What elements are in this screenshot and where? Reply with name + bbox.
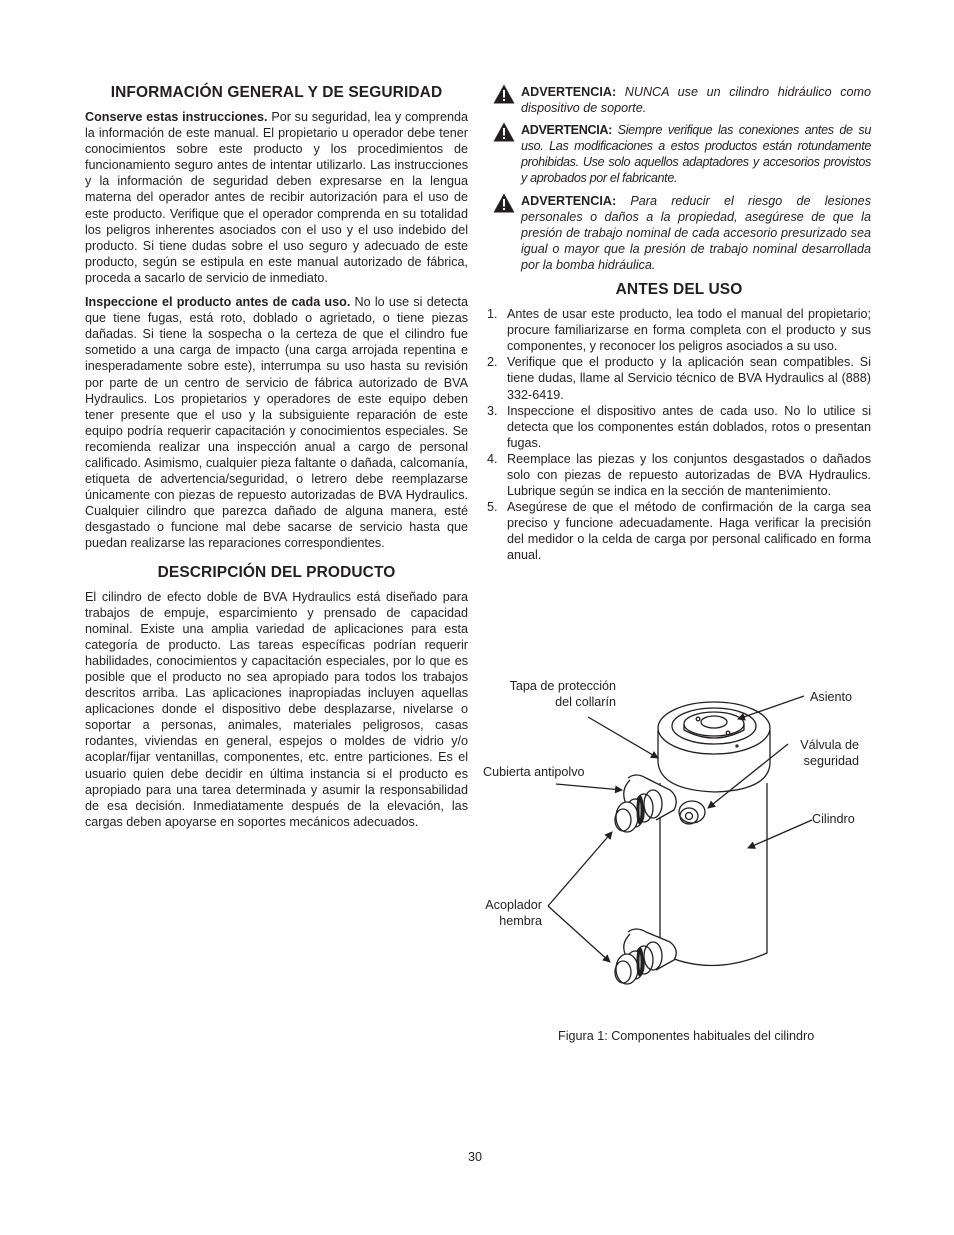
warning-triangle-icon	[493, 193, 515, 213]
list-text: Verifique que el producto y la aplicación sean compatibles. Si tiene dudas, llame al Servicio técnico de BVA Hydraulics al (888) 332-6419.	[507, 355, 871, 402]
label-line: del collarín	[555, 695, 616, 709]
label-dust-cover: Cubierta antipolvo	[483, 765, 585, 779]
list-number: 5.	[487, 500, 498, 515]
label-female-coupler	[476, 897, 542, 929]
hydraulic-cylinder-illustration	[470, 670, 870, 1015]
section-title-product-description: DESCRIPCIÓN DEL PRODUCTO	[157, 563, 396, 581]
warning-block	[487, 193, 871, 273]
list-number: 4.	[487, 451, 498, 466]
warning-label: ADVERTENCIA:	[521, 193, 617, 208]
warning-body: NUNCA use un cilindro hidráulico como dispositivo de soporte.	[521, 85, 871, 116]
label-collar-cap	[498, 678, 616, 710]
list-text: Inspeccione el dispositivo antes de cada uso. No lo utilice si detecta que los componentes están doblados, rotos o presentan fugas.	[507, 403, 871, 450]
section-title-before-use: ANTES DEL USO	[615, 281, 743, 299]
label-line: seguridad	[803, 754, 859, 768]
list-text: Antes de usar este producto, lea todo el manual del propietario; procure familiarizarse en forma completa con el producto y sus componentes, y reconocer los peligros asociados a su uso.	[507, 307, 871, 354]
warning-text	[521, 122, 871, 186]
paragraph-body: Por su seguridad, lea y comprenda la información de este manual. El propietario u operador debe tener conocimientos sobre este producto y los procedimientos de funcionamiento seguro antes de intentar utilizarlo. Las instrucciones y la información de seguridad deben expresarse en la lengua materna del operador antes de recibir autorización para el uso de este producto. Verifique que el operador comprenda en su totalidad los peligros inherentes asociados con el uso y el uso indebido del producto. Si tiene dudas sobre el uso seguro y adecuado de este producto, según se estipula en este manual autorizado de fábrica, proceda a sacarlo de servicio de inmediato.	[85, 110, 468, 285]
section-title-general-safety: INFORMACIÓN GENERAL Y DE SEGURIDAD	[110, 84, 443, 101]
before-use-list	[487, 306, 871, 564]
list-item	[487, 306, 871, 354]
label-safety-valve	[782, 737, 859, 769]
paragraph-product-description: El cilindro de efecto doble de BVA Hydraulics está diseñado para trabajos de empuje, esparcimiento y prensado de capacidad nominal. Existe una amplia variedad de aplicaciones para esta categoría de producto. Las tareas específicas podrían requerir habilidades, conocimientos y capacitación especiales, por lo que es posible que el producto no sea apropiado para todos los trabajos descritos arriba. Las aplicaciones inapropiadas incluyen aquellas aplicaciones donde el dispositivo debe desplazarse, nivelarse o soportar a personas, animales, materiales peligrosos, casas rodantes, viviendas en general, espejos o moldes de vidrio y/o acoplar/fijar ventanillas, componentes, etc. entre particiones. Es el usuario quien debe decidir en última instancia si el producto es apropiado para una tarea determinada y asumir la responsabilidad de esa decisión. Inmediatamente después de la elevación, las cargas deben apoyarse en soportes mecánicos adecuados.	[85, 589, 468, 829]
list-item	[487, 403, 871, 451]
paragraph-lead: Conserve estas instrucciones.	[85, 110, 268, 124]
warning-label: ADVERTENCIA:	[521, 85, 617, 99]
cylinder-figure	[470, 670, 870, 1015]
paragraph-body: No lo use si detecta que tiene fugas, está roto, doblado o agrietado, o tiene piezas dañadas. Si tiene la sospecha o la certeza de que el cilindro fue sometido a una carga de impacto (una carga arrojada repentina e inesperadamente sobre este), interrumpa su uso hasta su revisión por parte de un centro de servicio de fábrica autorizado de BVA Hydraulics. Los propietarios y operadores de este equipo deben tener presente que el uso y la subsiguiente reparación de este equipo podría requerir capacitación y conocimientos especiales. Se recomienda realizar una inspección anual a cargo de personal calificado. Asimismo, cualquier pieza faltante o dañada, calcomanía, etiqueta de advertencia/seguridad, o letrero debe reemplazarse únicamente con piezas de repuesto autorizadas de BVA Hydraulics. Cualquier cilindro que parezca dañado de alguna manera, esté desgastado o funcione mal debe sacarse de servicio hasta que puedan realizarse las reparaciones correspondientes.	[85, 295, 468, 551]
label-seat: Asiento	[810, 690, 853, 704]
warning-block	[487, 122, 871, 186]
paragraph-lead: Inspeccione el producto antes de cada uso.	[85, 295, 351, 310]
list-number: 3.	[487, 403, 498, 418]
warning-triangle-icon	[493, 122, 515, 142]
list-item	[487, 499, 871, 563]
label-cylinder: Cilindro	[812, 812, 855, 826]
paragraph-conserve-instructions	[85, 109, 468, 286]
page-number: 30	[468, 1150, 483, 1164]
figure-caption: Figura 1: Componentes habituales del cilindro	[558, 1029, 815, 1043]
label-line: hembra	[499, 914, 542, 928]
warning-triangle-icon	[493, 84, 515, 104]
label-line: Válvula de	[800, 738, 859, 752]
label-line: Acoplador	[485, 898, 542, 912]
label-line: Tapa de protección	[509, 679, 616, 693]
left-column	[85, 84, 468, 838]
paragraph-inspect-product	[85, 294, 468, 552]
warning-body: Para reducir el riesgo de lesiones personales o daños a la propiedad, asegúrese de que la presión de trabajo nominal de cada accesorio presurizado sea igual o mayor que la presión de trabajo nominal desarrollada por la bomba hidráulica.	[521, 193, 871, 272]
warning-label: ADVERTENCIA:	[521, 123, 612, 138]
right-column	[487, 84, 871, 564]
warning-body: Siempre verifique las conexiones antes de su uso. Las modificaciones a estos productos están rotundamente prohibidas. Use solo aquellos adaptadores y accesorios provistos y aprobados por el fabricante.	[521, 123, 871, 186]
list-item	[487, 354, 871, 402]
list-number: 1.	[487, 307, 498, 322]
warning-text	[521, 84, 871, 116]
list-item	[487, 451, 871, 499]
list-number: 2.	[487, 355, 498, 370]
list-text: Asegúrese de que el método de confirmación de la carga sea preciso y funcione adecuadamente. Haga verificar la precisión del medidor o la celda de carga por personal calificado en forma anual.	[507, 500, 871, 563]
list-text: Reemplace las piezas y los conjuntos desgastados o dañados solo con piezas de repuesto autorizadas de BVA Hydraulics. Lubrique según se indica en la sección de mantenimiento.	[507, 451, 871, 499]
warning-text	[521, 193, 871, 273]
warning-block	[487, 84, 871, 116]
